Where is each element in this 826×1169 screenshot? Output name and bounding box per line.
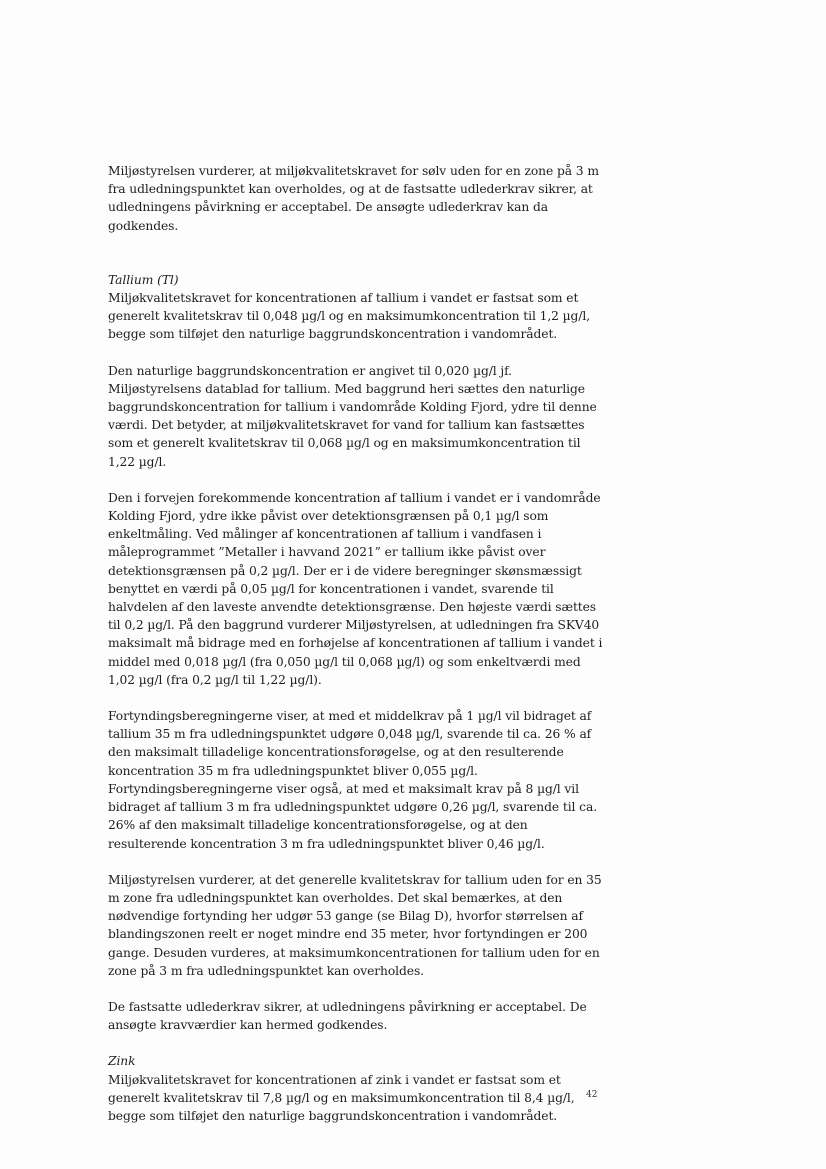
page-number: 42 [586, 1090, 598, 1100]
section-heading-zink: Zink [108, 1054, 136, 1069]
paragraph-tallium-dilution-max: Fortyndingsberegningerne viser også, at med et maksimalt krav på 8 µg/l vil bidraget af tallium 3 m fra udledningspunktet udgøre 0,26 µg/l, svarende til ca. 26% af den maksimalt tilladelige koncentrationsforøgelse, og at den resulterende koncentration 3 m fra udledningspunktet bliver 0,46 µg/l. [108, 781, 598, 851]
section-heading-tallium: Tallium (Tl) [108, 272, 179, 287]
paragraph-tallium-background: Den naturlige baggrundskoncentration er angivet til 0,020 µg/l jf. Miljøstyrelsens datablad for tallium. Med baggrund heri sættes den naturlige baggrundskoncentration for tallium i vandområde Kolding Fjord, ydre til denne værdi. Det betyder, at miljøkvalitetskravet for vand for tallium kan fastsættes som et generelt kvalitetskrav til 0,068 µg/l og en maksimumkoncentration til 1,22 µg/l. [108, 363, 597, 469]
paragraph-tallium-existing-concentration: Den i forvejen forekommende koncentration af tallium i vandet er i vandområde Kolding Fjord, ydre ikke påvist over detektionsgrænsen på 0,1 µg/l som enkeltmåling. Ved målinger af koncentrationen af tallium i vandfasen i måleprogrammet ”Metaller i havvand 2021” er tallium ikke påvist over detektionsgrænsen på 0,2 µg/l. Der er i de videre beregninger skønsmæssigt benyttet en værdi på 0,05 µg/l for koncentrationen i vandet, svarende til halvdelen af den laveste anvendte detektionsgrænse. Den højeste værdi sættes til 0,2 µg/l. På den baggrund vurderer Miljøstyrelsen, at udledningen fra SKV40 maksimalt må bidrage med en forhøjelse af koncentrationen af tallium i vandet i middel med 0,018 µg/l (fra 0,050 µg/l til 0,068 µg/l) og som enkeltværdi med 1,02 µg/l (fra 0,2 µg/l til 1,22 µg/l). [108, 490, 603, 687]
paragraph-tallium-dilution-mean: Fortyndingsberegningerne viser, at med et middelkrav på 1 µg/l vil bidraget af tallium 35 m fra udledningspunktet udgøre 0,048 µg/l, svarende til ca. 26 % af den maksimalt tilladelige koncentrationsforøgelse, og at den resulterende koncentration 35 m fra udledningspunktet bliver 0,055 µg/l. [108, 709, 592, 778]
paragraph-tallium-approval: De fastsatte udlederkrav sikrer, at udledningens påvirkning er acceptabel. De ansøgte kravværdier kan hermed godkendes. [108, 999, 587, 1033]
paragraph-silver-conclusion: Miljøstyrelsen vurderer, at miljøkvalitetskravet for sølv uden for en zone på 3 m fra udledningspunktet kan overholdes, og at de fastsatte udlederkrav sikrer, at udledningens påvirkning er acceptabel. De ansøgte udlederkrav kan da godkendes. [108, 164, 599, 233]
document-body [108, 162, 608, 1125]
paragraph-zink-quality-standard: Miljøkvalitetskravet for koncentrationen af zink i vandet er fastsat som et generelt kvalitetskrav til 7,8 µg/l og en maksimumkoncentration til 8,4 µg/l, begge som tilføjet den naturlige baggrundskoncentration i vandområdet. [108, 1072, 575, 1123]
paragraph-tallium-assessment: Miljøstyrelsen vurderer, at det generelle kvalitetskrav for tallium uden for en 35 m zone fra udledningspunktet kan overholdes. Det skal bemærkes, at den nødvendige fortynding her udgør 53 gange (se Bilag D), hvorfor størrelsen af blandingszonen reelt er noget mindre end 35 meter, hvor fortyndingen er 200 gange. Desuden vurderes, at maksimumkoncentrationen for tallium uden for en zone på 3 m fra udledningspunktet kan overholdes. [108, 872, 602, 978]
paragraph-tallium-quality-standard: Miljøkvalitetskravet for koncentrationen af tallium i vandet er fastsat som et generelt kvalitetskrav til 0,048 µg/l og en maksimumkoncentration til 1,2 µg/l, begge som tilføjet den naturlige baggrundskoncentration i vandområdet. [108, 291, 591, 342]
